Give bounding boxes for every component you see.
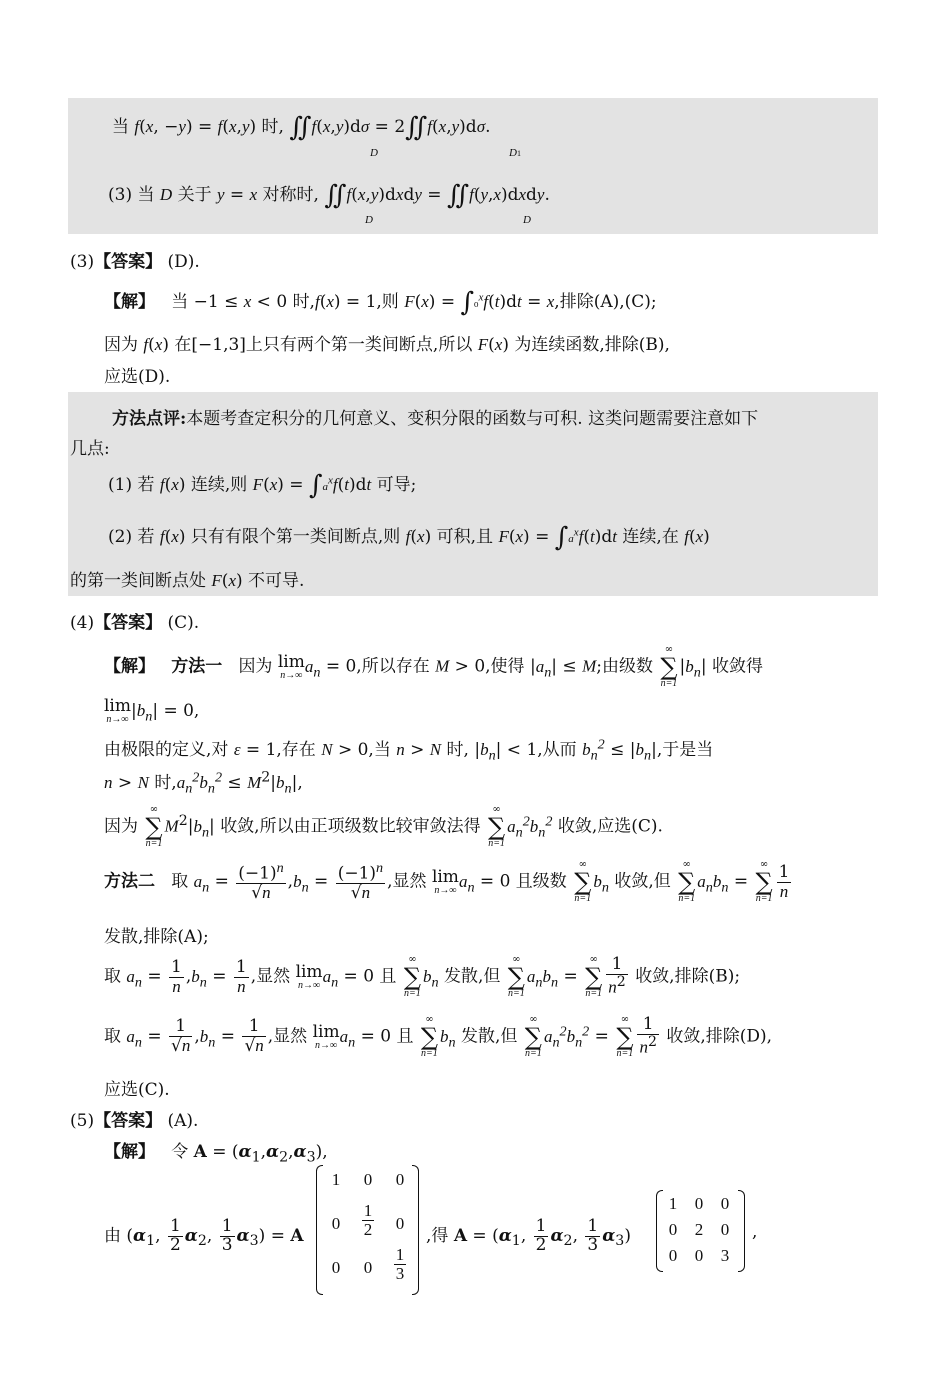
matrix-cell: 1 [668, 1194, 678, 1213]
matrix-cell: 0 [363, 1258, 373, 1277]
q5-solution-line1: 【解】 令 $A = (\alpha_1,\alpha_2,\alpha_3)$, [104, 1142, 328, 1166]
q4-conclusion: 应选(C). [104, 1080, 170, 1100]
q4-method1-line3: n > N 时$,a_n^2b_n^2 \le M^2|b_n|$, [104, 769, 303, 797]
q5-solution-line2a: 由 ($\alpha_1$, $\frac{1}{2}$ $\alpha_2$, $\frac{1}{3}$ $\alpha_3) = A$ [104, 1216, 304, 1255]
q3-answer-line: (3)【答案】 (D). [70, 252, 200, 272]
q4-answer-line: (4)【答案】 (C). [70, 613, 200, 633]
matrix-cell: 2 [694, 1220, 704, 1239]
q5-solution-line2b: ,得 $A = (\alpha_1$, $\frac{1}{2}$ $\alpha_2$, $\frac{1}{3}$ $\alpha_3$) [426, 1216, 631, 1255]
q3-solution-line1: 【解】 当 −1 ≤ x < 0 时,f(x) = 1,则 F(x) = ∫₀$^x$f(t)dt = x,排除(A),(C); [104, 287, 657, 318]
matrix-cell: 0 [668, 1246, 678, 1265]
q4-method2-line3: 取 $a_n$ = $\frac{1}{n}$ $,b_n$ = $\frac{1}{n}$ ,显然 lim n→∞ $a_n = 0$ 且 ∞ ∑ n=1 $b_n$ 发散,但 ∞ ∑ n=1 $a_nb_n$ = ∞ ∑ n=1 $\frac{1}{n^2}$ 收敛,排除(B); [104, 954, 741, 999]
box1-line2: (3) 当 D 关于 y = x 对称时, ∬f(x,y)dxdy = ∬f(y,x)dxdy. [108, 180, 550, 211]
matrix-cell: $\frac{1}{2}$ [363, 1201, 373, 1239]
matrix-cell: $\frac{1}{3}$ [395, 1245, 405, 1283]
q4-method1-line1b: lim n→∞ $|b_n| = 0$, [104, 696, 200, 725]
q3-solution-line2: 因为 f(x) 在[−1,3]上只有两个第一类间断点,所以 F(x) 为连续函数,排除(B), [104, 335, 670, 355]
box2-item2: (2) 若 f(x) 只有有限个第一类间断点,则 f(x) 可积,且 $F(x) = \int a^xf(t)dt$ 连续,在 f(x) [108, 522, 710, 553]
matrix-cell: 0 [720, 1194, 730, 1213]
q4-method2-line4: 取 $a_n$ = $\frac{1}{√n}$ $,b_n$ = $\frac{1}{√n}$ ,显然 lim n→∞ $a_n = 0$ 且 ∞ ∑ n=1 $b_n$ 发散,但 ∞ ∑ n=1 $a_n^2b_n^2$ = ∞ ∑ n=1 $\frac{1}{n^2}$ 收敛,排除(D), [104, 1014, 773, 1059]
matrix-cell: 0 [395, 1214, 405, 1233]
matrix-cell: 0 [668, 1220, 678, 1239]
matrix-cell: 0 [363, 1170, 373, 1189]
q3-solution-line3: 应选(D). [104, 367, 171, 387]
matrix-cell: 0 [331, 1214, 341, 1233]
matrix2-trailing-comma: , [752, 1222, 758, 1242]
box1-line1: 当 f(x, −y) = f(x,y) 时, ∬f(x,y)dσ = 2∬f(x,y)dσ. [112, 112, 491, 143]
q5-answer-line: (5)【答案】 (A). [70, 1111, 199, 1131]
matrix-cell: 0 [395, 1170, 405, 1189]
box2-line1: 方法点评:本题考查定积分的几何意义、变积分限的函数与可积. 这类问题需要注意如下 [112, 409, 759, 429]
box2-item1: (1) 若 f(x) 连续,则 $F(x) = \int a^xf(t)dt$ 可导; [108, 470, 417, 501]
q4-method1-line4: 因为 ∞ ∑ n=1 $M^2|b_n|$ 收敛,所以由正项级数比较审敛法得 ∞ ∑ n=1 $a_n^2b_n^2$ 收敛,应选(C). [104, 804, 663, 849]
matrix-cell: 0 [694, 1246, 704, 1265]
matrix-cell: 0 [331, 1258, 341, 1277]
matrix-cell: 0 [720, 1220, 730, 1239]
matrix-cell: 1 [331, 1170, 341, 1189]
matrix-cell: 0 [694, 1194, 704, 1213]
q4-method2-line1: 方法二 取 $a_n$ = $\frac{(-1)^n}{√n}$ $,b_n$ = $\frac{(-1)^n}{√n}$ ,显然 lim n→∞ $a_n = 0$ 且级数 ∞ ∑ n=1 $b_n$ 收敛,但 ∞ ∑ n=1 $a_nb_n$ = ∞ ∑ n=1 $\frac{1}{n}$ [104, 859, 790, 904]
q4-method1-line1: 【解】 方法一 因为 lim n→∞ $a_n = 0$,所以存在 M > 0,使得 $|a_n| \le M$;由级数 ∞ ∑ n=1 $|b_n|$ 收敛得 [104, 644, 763, 689]
q4-method2-line2: 发散,排除(A); [104, 927, 209, 947]
matrix2-right-bracket [738, 1190, 745, 1272]
box2-item3: 的第一类间断点处 F(x) 不可导. [70, 571, 305, 591]
box2-line2: 几点: [70, 439, 110, 459]
matrix-cell: 3 [720, 1246, 730, 1265]
q4-method1-line2: 由极限的定义,对 ε = 1,存在 N > 0,当 n > N 时, $|b_n| < 1$,从而 $b_n^2 \le |b_n|$,于是当 [104, 736, 714, 764]
